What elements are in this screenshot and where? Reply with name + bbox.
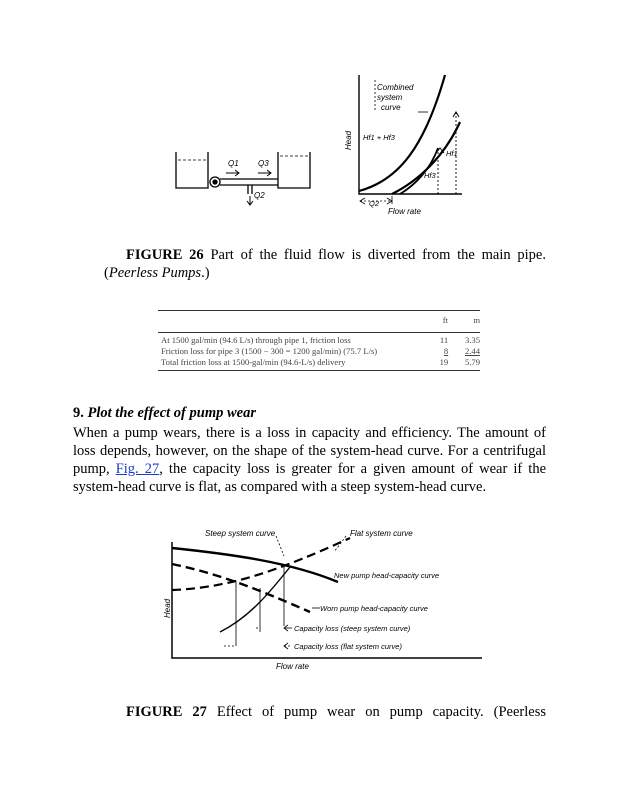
- q3-label: Q3: [258, 159, 269, 168]
- figure-27-caption-text: Effect of pump wear on pump capacity. (Peerless: [216, 704, 546, 720]
- row-ft: 11: [439, 335, 449, 345]
- capacity-loss-flat-label: Capacity loss (flat system curve): [294, 642, 402, 651]
- figure-26: [170, 70, 470, 220]
- figure-27-drawing: [160, 522, 490, 672]
- q2-pipe-label: Q2: [254, 191, 265, 200]
- row-desc: Total friction loss at 1500-gal/min (94.6-L/s) delivery: [161, 357, 346, 367]
- system-label: system: [377, 93, 403, 102]
- friction-table: [158, 315, 480, 326]
- worn-pump-curve-label: Worn pump head-capacity curve: [320, 604, 428, 613]
- section-9-heading: [73, 405, 553, 422]
- row-m: 2.44: [464, 346, 480, 356]
- row-desc: At 1500 gal/min (94.6 L/s) through pipe 1, friction loss: [161, 335, 351, 345]
- table-header-row: [158, 315, 480, 326]
- q1-label: Q1: [228, 159, 239, 168]
- section-number: 9.: [73, 405, 84, 421]
- figure-26-source: Peerless Pumps: [108, 265, 202, 281]
- new-pump-curve-label: New pump head-capacity curve: [334, 571, 440, 580]
- row-ft: 8: [443, 346, 449, 356]
- fig-27-link[interactable]: Fig. 27: [115, 461, 160, 477]
- curve-label: curve: [381, 103, 401, 112]
- combined-label: Combined: [377, 83, 414, 92]
- figure-27: [160, 522, 490, 672]
- capacity-loss-steep-label: Capacity loss (steep system curve): [294, 624, 411, 633]
- section-title: Plot the effect of pump wear: [87, 405, 256, 421]
- q2-axis-label: Q2: [369, 199, 380, 208]
- figure-26-label: FIGURE 26: [126, 247, 204, 263]
- flow-rate-label: Flow rate: [388, 207, 421, 216]
- section-9-paragraph: [73, 424, 546, 496]
- figure-26-drawing: [170, 70, 470, 220]
- row-ft: 19: [439, 357, 449, 367]
- wear-curves: [172, 536, 482, 658]
- head-axis-label: Head: [344, 130, 353, 150]
- friction-table-block: [158, 310, 480, 371]
- head-axis-label: Head: [163, 598, 172, 618]
- figure-26-caption: FIGURE 26 Part of the fluid flow is diverted from the main pipe. (Peerless Pumps.): [104, 247, 546, 281]
- hf1-label: Hf1: [446, 149, 458, 158]
- table-row: [158, 335, 480, 346]
- para-text-1: When a pump wears, there is a loss in capacity and efficiency. The amount of loss depends, however, on the shape of the system-head curve. For a centrifugal pump,: [73, 425, 546, 477]
- steep-system-curve-label: Steep system curve: [205, 529, 276, 538]
- pipe-schematic: [176, 152, 310, 205]
- figure-27-caption: [104, 703, 546, 721]
- table-row: [158, 357, 480, 368]
- figure-27-label: FIGURE 27: [126, 704, 207, 720]
- row-m: 3.35: [464, 335, 480, 345]
- hf3-label: Hf3: [424, 171, 436, 180]
- para-text-2: , the capacity loss is greater for a given amount of wear if the system-head curve is flat, as compared with a steep system-head curve.: [73, 461, 546, 495]
- row-m: 5.79: [464, 357, 480, 367]
- friction-table-body: [158, 335, 480, 368]
- row-desc: Friction loss for pipe 3 (1500 − 300 = 1200 gal/min) (75.7 L/s): [161, 346, 378, 356]
- flat-system-curve-label: Flat system curve: [350, 529, 413, 538]
- col-header-ft: ft: [442, 315, 448, 325]
- col-header-m: m: [473, 315, 480, 325]
- figure-26-caption-text: Part of the fluid flow is diverted from the main pipe.: [210, 247, 546, 263]
- table-row: [158, 346, 480, 357]
- flow-rate-label: Flow rate: [276, 662, 309, 671]
- hf1-hf3-label: Hf1 + Hf3: [363, 133, 395, 142]
